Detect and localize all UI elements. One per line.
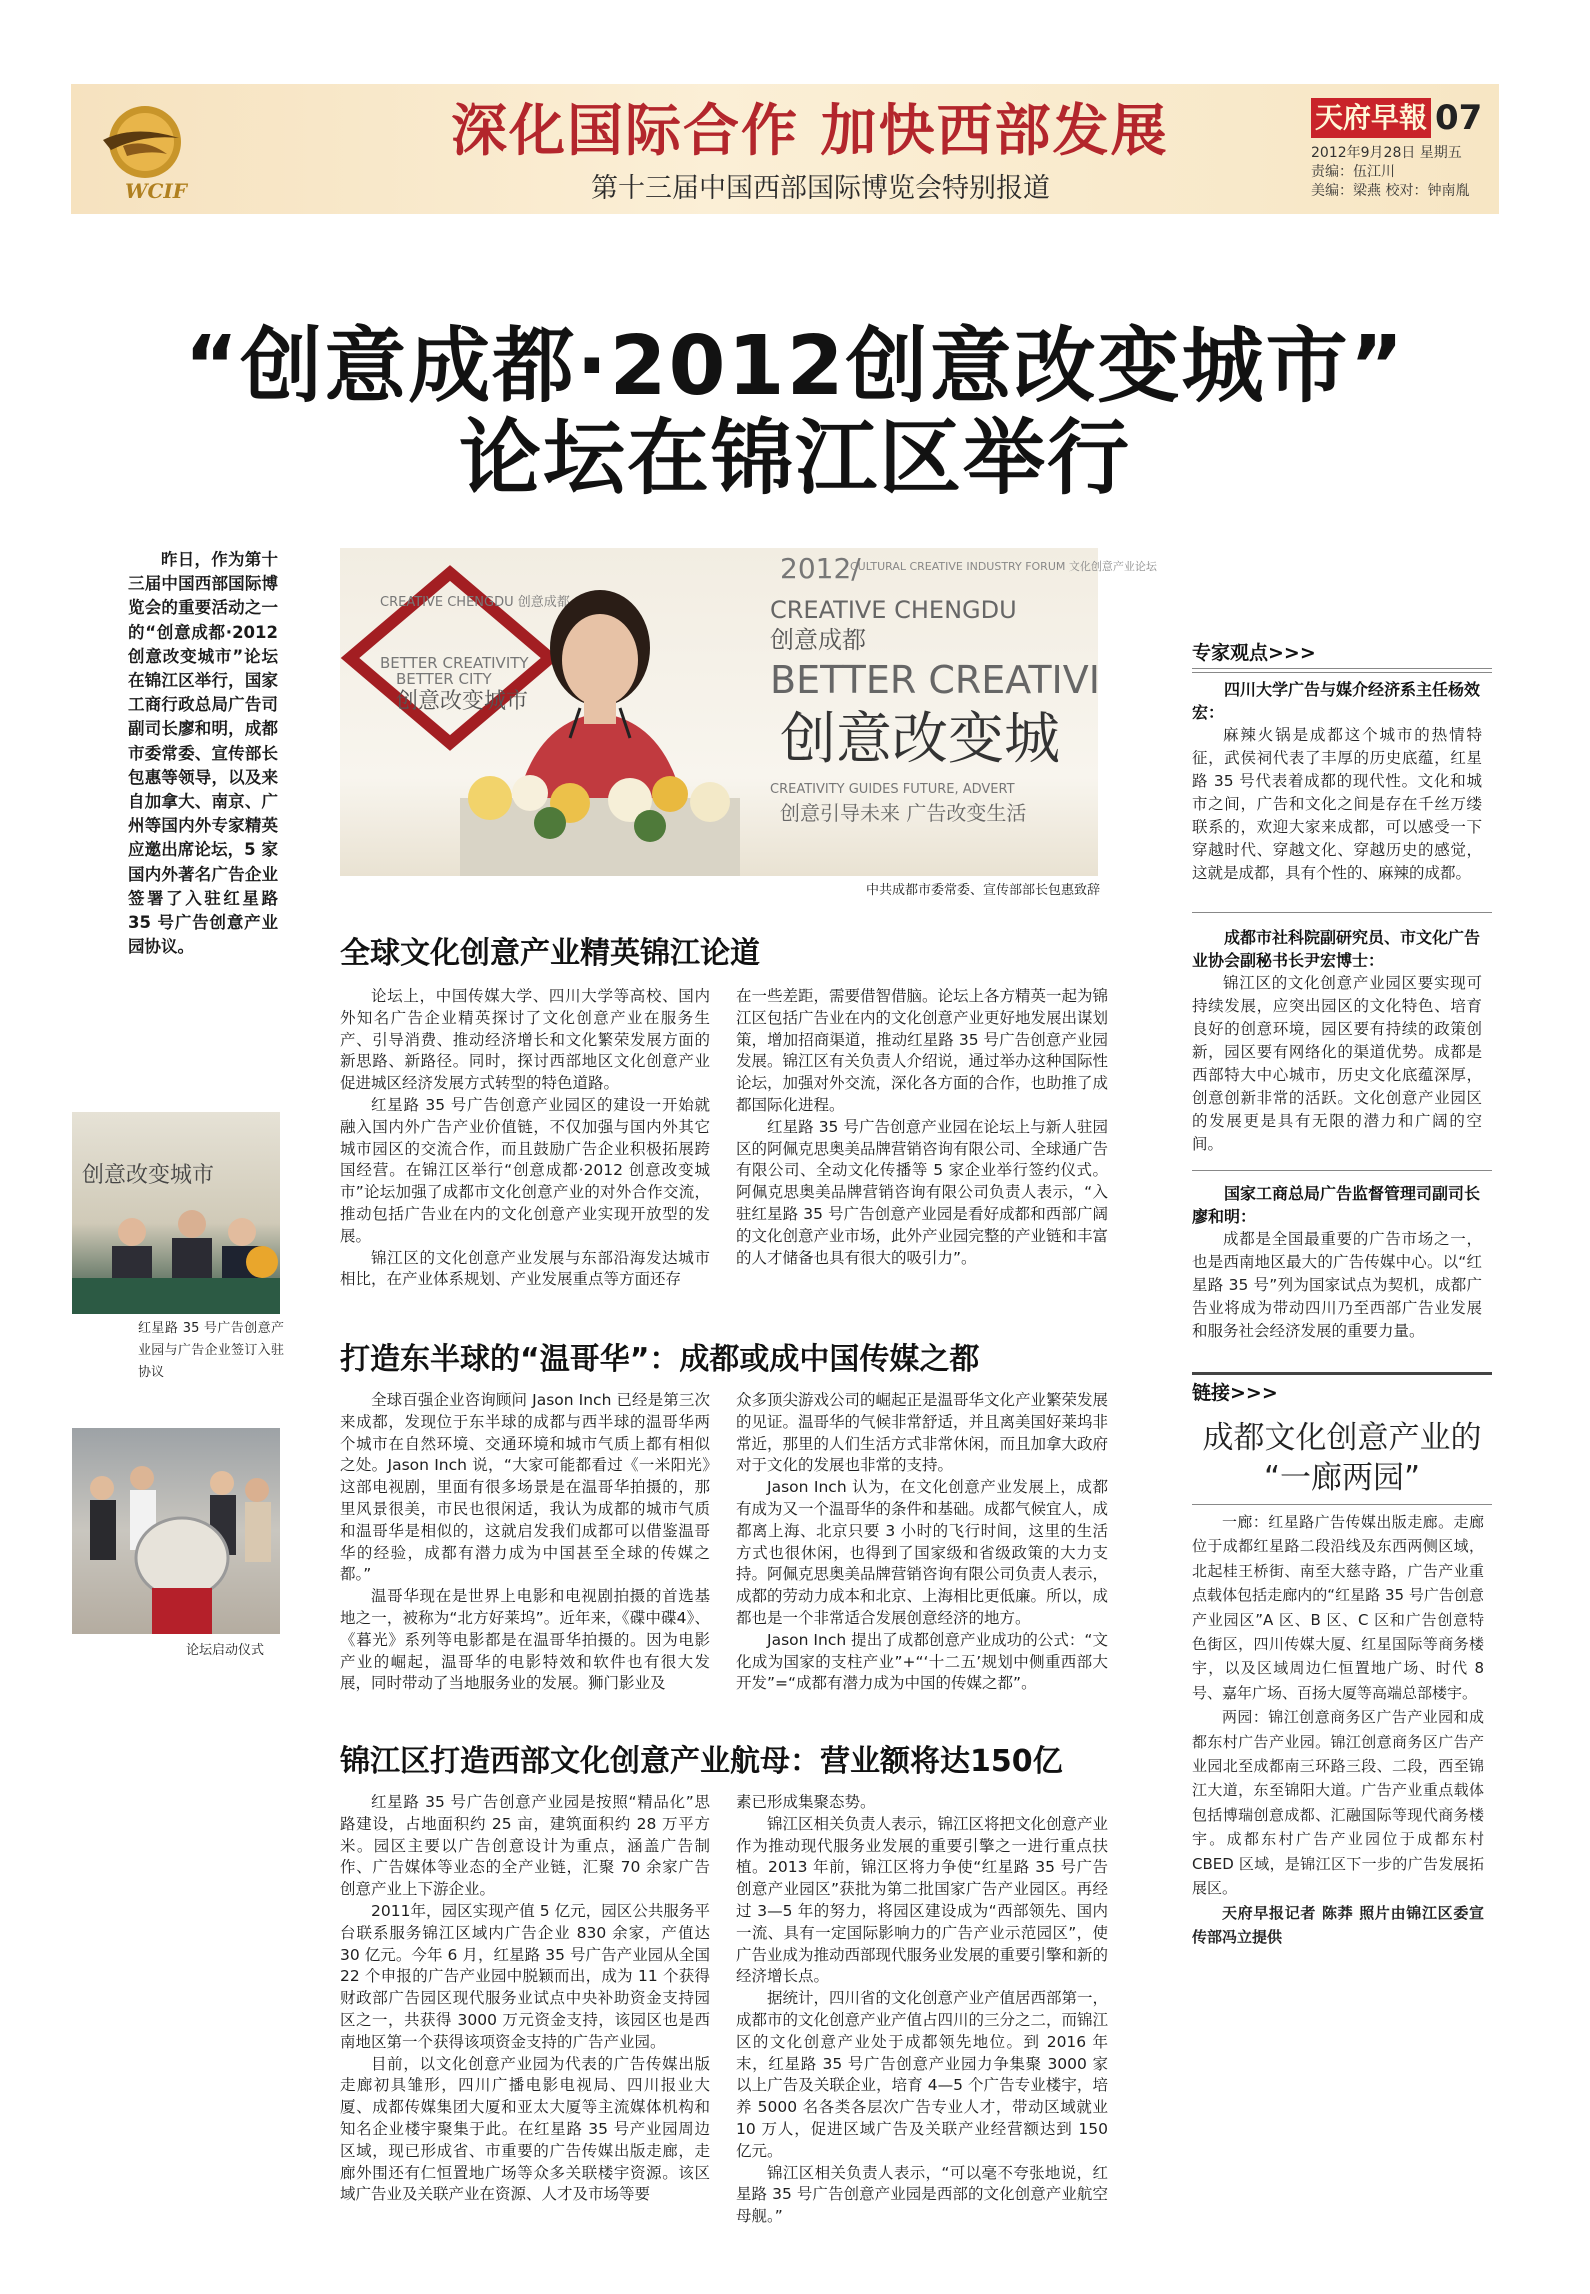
left-backdrop-text1: CREATIVE CHENGDU 创意成都 [380, 595, 570, 610]
expert-opinion-2 [1192, 926, 1482, 1156]
paragraph: 众多顶尖游戏公司的崛起正是温哥华文化产业繁荣发展的见证。温哥华的气候非常舒适，并且离美国好莱坞非常近，那里的人们生活方式非常休闲，而且加拿大政府对于文化的发展也非常的支持。 [736, 1391, 1109, 1475]
divider [1192, 1170, 1492, 1171]
section-2-col-2 [736, 1390, 1108, 1695]
link-title-line2: “一廊两园” [1263, 1460, 1421, 1496]
backdrop-big-text: 创意改变城 [780, 707, 1060, 772]
paragraph: Jason Inch 提出了成都创意产业成功的公式：“文化成为国家的支柱产业”+“‘十二五’规划中侧重西部大开发”=“成都有潜力成为中国的传媒之都”。 [736, 1630, 1108, 1693]
page-number: 07 [1435, 98, 1483, 138]
paragraph: 论坛上，中国传媒大学、四川大学等高校、国内外知名广告企业精英探讨了文化创意产业在服务生产、引导消费、推动经济增长和文化繁荣发展方面的新思路、新路径。同时，探讨西部地区文化创意产业促进城区经济发展方式转型的特色道路。 [340, 987, 710, 1093]
left-backdrop-text3: BETTER CITY [396, 670, 492, 688]
paragraph: 温哥华现在是世界上电影和电视剧拍摄的首选基地之一，被称为“北方好莱坞”。近年来，《碟中碟4》、《暮光》系列等电影都是在温哥华拍摄的。因为电影产业的崛起，温哥华的电影特效和软件也有很大发展，同时带动了当地服务业的发展。狮门影业及 [340, 1587, 710, 1693]
section-3-col-1 [340, 1792, 710, 2206]
paragraph: 红星路 35 号广告创意产业园在论坛上与新人驻园区的阿佩克思奥美品牌营销咨询有限公司、全球通广告有限公司、全动文化传播等 5 家企业举行签约仪式。阿佩克思奥美品牌营销咨询有限公司负责人表示，“入驻红星路 35 号广告创意产业园是看好成都和西部广阔的文化创意产业市场，此外产业园完整的产业链和丰富的人才储备也具有很大的吸引力”。 [736, 1117, 1109, 1267]
backdrop-small-cn: 创意引导未来 广告改变生活 [780, 801, 1027, 825]
section-2-col-1 [340, 1390, 710, 1695]
paragraph: 在一些差距，需要借智借脑。论坛上各方精英一起为锦江区包括广告业在内的文化创意产业更好地发展出谋划策，增加招商渠道，推动红星路 35 号广告创意产业园发展。锦江区有关负责人介绍说，通过举办这种国际性论坛，加强对外交流，深化各方面的合作，也助推了成都国际化进程。 [736, 987, 1109, 1114]
article-title-line2: 论坛在锦江区举行 [458, 411, 1131, 506]
editor-credit: 责编：伍江川 [1311, 164, 1395, 180]
backdrop-year: 2012/ [780, 552, 861, 585]
paragraph: Jason Inch 认为，在文化创意产业发展上，成都有成为又一个温哥华的条件和基础。成都气候宜人，成都离上海、北京只要 3 小时的飞行时间，这里的生活方式也很休闲，也得到了国家级和省级政策的大力支持。阿佩克思奥美品牌营销咨询有限公司负责人表示，成都的劳动力成本和北京、上海相比更低廉。所以，成都也是一个非常适合发展创意经济的地方。 [736, 1478, 1109, 1627]
section-heading-2: 打造东半球的“温哥华”：成都或成中国传媒之都 [340, 1342, 980, 1377]
section-3-col-2 [736, 1792, 1108, 2228]
backdrop-english: CREATIVE CHENGDU [770, 596, 1017, 624]
section-heading-1: 全球文化创意产业精英锦江论道 [340, 936, 760, 971]
link-body [1192, 1510, 1484, 1949]
wcif-logo [83, 94, 193, 204]
link-paragraph: 两园：锦江创意商务区广告产业园和成都东村广告产业园。锦江创意商务区广告产业园北至成都南三环路三段、二段，西至锦江大道，东至锦阳大道。广告产业重点载体包括博瑞创意成都、汇融国际等现代商务楼宇。成都东村广告产业园位于成都东村 CBED 区域，是锦江区下一步的广告发展拓展区。 [1192, 1708, 1484, 1898]
expert-opinion-1 [1192, 678, 1482, 885]
expert-quote: 锦江区的文化创意产业园区要实现可持续发展，应突出园区的文化特色、培育良好的创意环境，园区要有持续的政策创新，园区要有网络化的渠道优势。成都是西部特大中心城市，历史文化底蕴深厚，创意创新非常的活跃。文化创意产业园区的发展更是具有无限的潜力和广阔的空间。 [1192, 974, 1482, 1153]
section-1-col-1 [340, 986, 710, 1291]
article-lead: 昨日，作为第十三届中国西部国际博览会的重要活动之一的“创意成都·2012 创意改变城市”论坛在锦江区举行，国家工商行政总局广告司副司长廖和明，成都市委常委、宣传部长包惠等领导，以及来自加拿大、南京、广州等国内外专家精英应邀出席论坛，5 家国内外著名广告企业签署了入驻红星路 35 号广告创意产业园协议。 [128, 550, 278, 957]
link-title-line1: 成都文化创意产业的 [1202, 1420, 1482, 1456]
paragraph: 2011年，园区实现产值 5 亿元，园区公共服务平台联系服务锦江区域内广告企业 830 余家，产值达 30 亿元。今年 6 月，红星路 35 号广告产业园从全国 22 个申报的广告产业园中脱颖而出，成为 11 个获得财政部广告园区现代服务业试点中央补助资金支持园区之一，共获得 3000 万元资金支持，该园区也是西南地区第一个获得该项资金支持的广告产业园。 [340, 1901, 710, 2051]
left-backdrop-text4: 创意改变城市 [396, 689, 529, 714]
divider [1192, 672, 1492, 673]
paragraph: 目前，以文化创意产业园为代表的广告传媒出版走廊初具雏形，四川广播电影电视局、四川报业大厦、成都传媒集团大厦和亚太大厦等主流媒体机构和知名企业楼宇聚集于此。在红星路 35 号产业园周边区域，现已形成省、市重要的广告传媒出版走廊，走廊外围还有仁恒置地广场等众多关联楼宇资源。该区域广告业及关联产业在资源、人才及市场等要 [340, 2054, 710, 2204]
expert-name: 国家工商总局广告监督管理司副司长廖和明： [1192, 1184, 1481, 1226]
paragraph: 全球百强企业咨询顾问 Jason Inch 已经是第三次来成都，发现位于东半球的成都与西半球的温哥华两个城市在自然环境、交通环境和城市气质上都有相似之处。Jason Inch 说，“大家可能都看过《一米阳光》这部电视剧，里面有很多场景是在温哥华拍摄的，那里风景很美，市民也很闲适，我认为成都的城市气质和温哥华是相似的，这就启发我们成都可以借鉴温哥华的经验，成都有潜力成为中国甚至全球的传媒之都。” [340, 1391, 710, 1584]
issue-date: 2012年9月28日 星期五 [1311, 145, 1462, 161]
banner-headline: 深化国际合作 加快西部发展 [451, 99, 1169, 164]
paragraph: 锦江区相关负责人表示，“可以毫不夸张地说，红星路 35 号广告创意产业园是西部的文化创意产业航空母舰。” [736, 2163, 1108, 2226]
main-photo-caption: 中共成都市委常委、宣传部部长包惠致辞 [865, 883, 1100, 898]
backdrop-forum: CULTURAL CREATIVE INDUSTRY FORUM 文化创意产业论坛 [850, 560, 1157, 573]
expert-opinion-3 [1192, 1182, 1482, 1343]
paragraph: 素已形成集聚态势。 [736, 1793, 876, 1811]
banner-subheadline: 第十三届中国西部国际博览会特别报道 [591, 173, 1050, 204]
signing-backdrop-text: 创意改变城市 [82, 1163, 215, 1188]
paragraph: 锦江区相关负责人表示，锦江区将把文化创意产业作为推动现代服务业发展的重要引擎之一进行重点扶植。2013 年前，锦江区将力争使“红星路 35 号广告创意产业园区”获批为第二批国家广告产业园区。再经过 3—5 年的努力，将园区建设成为“西部领先、国内一流、具有一定国际影响力的广告产业示范园区”，使广告业成为推动西部现代服务业发展的重要引擎和新的经济增长点。 [736, 1814, 1109, 1986]
backdrop-small-en: CREATIVITY GUIDES FUTURE, ADVERT [770, 782, 1015, 797]
header-banner [71, 84, 1499, 214]
designer-credit: 美编：梁燕 校对：钟南胤 [1311, 183, 1470, 199]
logo-text: WCIF [125, 179, 187, 203]
divider [1192, 912, 1492, 913]
expert-quote: 成都是全国最重要的广告市场之一，也是西南地区最大的广告传媒中心。以“红星路 35 号”列为国家试点为契机，成都广告业将成为带动四川乃至西部广告业发展和服务社会经济发展的重要力量。 [1192, 1230, 1482, 1340]
divider [1192, 1504, 1492, 1505]
expert-quote: 麻辣火锅是成都这个城市的热情特征，武侯祠代表了丰厚的历史底蕴，红星路 35 号代表着成都的现代性。文化和城市之间，广告和文化之间是存在千丝万缕联系的，欢迎大家来成都，可以感受一下穿越时代、穿越文化、穿越历史的感觉，这就是成都，具有个性的、麻辣的成都。 [1192, 726, 1482, 882]
divider [1192, 668, 1492, 669]
masthead [1311, 98, 1489, 206]
paragraph: 红星路 35 号广告创意产业园区的建设一开始就融入国内外广告产业价值链，不仅加强与国内外其它城市园区的交流合作，而且鼓励广告企业积极拓展跨国经营。在锦江区举行“创意成都·2012 创意改变城市”论坛加强了成都市文化创意产业的对外合作交流，推动包括广告业在内的文化创意产业实现开放型的发展。 [340, 1095, 710, 1245]
article-title-line1: “创意成都·2012创意改变城市” [184, 319, 1406, 414]
backdrop-chinese: 创意成都 [770, 626, 866, 654]
section-1-col-2 [736, 986, 1108, 1269]
launch-photo [72, 1428, 280, 1634]
reporter-credit: 天府早报记者 陈莽 照片由锦江区委宣传部冯立提供 [1192, 1903, 1484, 1946]
signing-photo-caption: 红星路 35 号广告创意产业园与广告企业签订入驻协议 [138, 1321, 284, 1380]
divider [1192, 1372, 1492, 1375]
link-label: 链接>>> [1192, 1382, 1278, 1404]
expert-name: 四川大学广告与媒介经济系主任杨效宏： [1192, 680, 1481, 722]
paper-name: 天府早報 [1311, 98, 1431, 138]
backdrop-better: BETTER CREATIVI [770, 658, 1100, 702]
left-backdrop-text2: BETTER CREATIVITY [380, 654, 529, 672]
section-heading-3: 锦江区打造西部文化创意产业航母：营业额将达150亿 [340, 1744, 1063, 1779]
main-photo [340, 548, 1157, 876]
paragraph: 据统计，四川省的文化创意产业产值居西部第一，成都市的文化创意产业产值占四川的三分之二，而锦江区的文化创意产业处于成都领先地位。到 2016 年末，红星路 35 号广告创意产业园力争集聚 3000 家以上广告及关联企业，培育 4—5 个广告专业楼宇，培养 5000 名各类各层次广告专业人才，带动区域就业 10 万人，促进区域广告及关联产业经营额达到 150 亿元。 [736, 1989, 1109, 2160]
experts-label: 专家观点>>> [1192, 642, 1316, 664]
paragraph: 红星路 35 号广告创意产业园是按照“精品化”思路建设，占地面积约 25 亩，建筑面积约 28 万平方米。园区主要以广告创意设计为重点，涵盖广告制作、广告媒体等业态的全产业链，汇聚 70 余家广告创意产业上下游企业。 [340, 1793, 710, 1899]
signing-photo [72, 1112, 280, 1314]
link-paragraph: 一廊：红星路广告传媒出版走廊。走廊位于成都红星路二段沿线及东西两侧区域，北起桂王桥街、南至大慈寺路，广告产业重点载体包括走廊内的“红星路 35 号广告创意产业园区”A 区、B 区、C 区和广告创意特色街区，四川传媒大厦、红星国际等商务楼宇，以及区域周边仁恒置地广场、时代 8 号、嘉年广场、百扬大厦等高端总部楼宇。 [1192, 1513, 1484, 1702]
expert-name: 成都市社科院副研究员、市文化广告业协会副秘书长尹宏博士： [1192, 928, 1481, 970]
launch-photo-caption: 论坛启动仪式 [185, 1643, 264, 1658]
paragraph: 锦江区的文化创意产业发展与东部沿海发达城市相比，在产业体系规划、产业发展重点等方面还存 [340, 1248, 710, 1289]
